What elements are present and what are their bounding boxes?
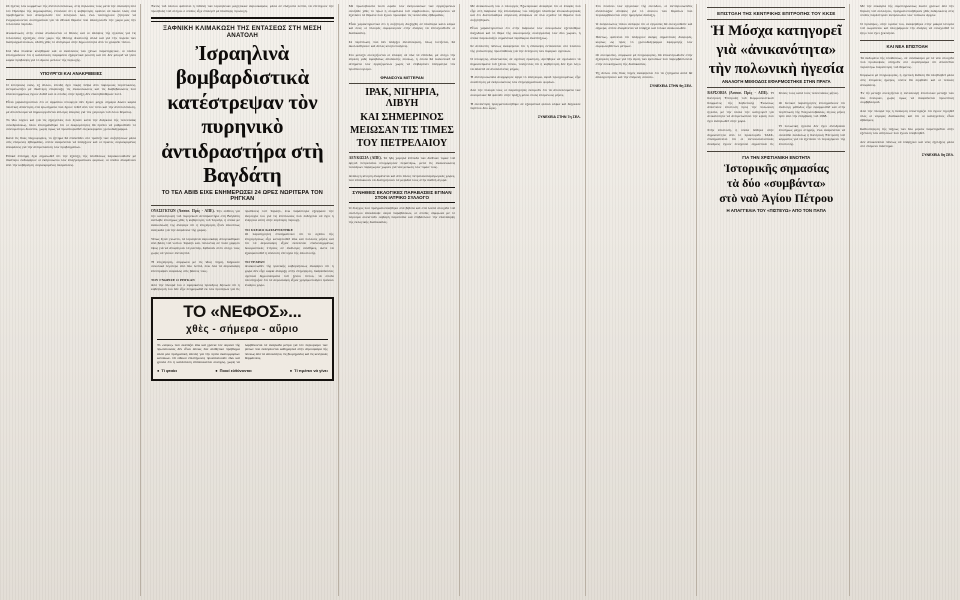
divider [349,83,456,84]
paragraph: Ὁ ὑπουργός, ἀπαντώντας σέ σχετική ἐρώτηση, ἀρνήθηκε νά σχολιάσει τά δημοσιεύματα τοῦ ξένου τύπου, τονίζοντας ὅτι ἡ κυβέρνηση δέν ἔχει λόγο νά ἀπαντᾶ σέ ἀνυπόστατες φῆμες. [470,57,581,71]
dateline: ΟΥΑΣΙΓΚΤΩΝ (Ἀσσοσ. Πρές - ΑΠΕ). [150,209,215,214]
paragraph: Ἀπό τήν πλευρά της ἡ διοίκηση ὑποστηρίζει ὅτι ἔχουν τηρηθεῖ ὅλες οἱ νόμιμες διαδικασίες καί ὅτι οἱ καταγγελίες εἶναι ἀβάσιμες. [860,108,954,123]
section-heading: ΚΑΙ ΝΕΑ ΕΠΙΣΤΟΛΗ [886,43,928,49]
paragraph: Μέ πρωτοβουλία πολύ ὡραίο τῶν ἐκπροσώπων τῶν ἐργαζομένων συνῆλθε χθές τό πρωί ἡ ὁλομέλεια τοῦ συμβουλίου, προκειμένου νά ἐξετάσει τά θέματα πού ἔχουν προκύψει τίς τελευταῖες ἑβδομάδες. [348,4,456,18]
paragraph: Ἐν τῷ μεταξύ συνεχίζεται ἡ ἀνταλλαγή ἐπιστολῶν μεταξύ τῶν δύο πλευρῶν, χωρίς ὅμως νά διαφαίνεται προοπτική συμβιβασμοῦ. [860,91,954,105]
paragraph: Ἀνάλογη κίνηση ἀναμένεται καί ἀπό ἄλλες πετρελαιοπαραγωγικές χῶρες, πού ἐπιδιώκουν νά διατηρήσουν τά μερίδιά τους στήν διεθνή ἀγορά. [348,173,456,183]
headline-line: Ἱστορικῆς σημασίας [723,160,829,175]
lead-subhead: ΤΟ ΤΕΛ ΑΒΙΒ ΕΙΧΕ ΕΝΗΜΕΡΩΣΕΙ 24 ΩΡΕΣ ΝΩΡΙΤΕΡΑ ΤΟΝ ΡΗΓΚΑΝ [161,190,323,203]
headline-line: Ἰσραηλινὰ βομβαρδιστικὰ [175,41,309,89]
column-7 [856,4,954,596]
section-headline-line: ΙΡΑΚ, ΝΙΓΗΡΙΑ, ΛΙΒΥΗ [365,87,439,110]
paragraph: Ὁ ἐκπρόσωπος τύπου ἀνέφερε ὅτι οἱ ἐργασίες θά συνεχισθοῦν καί σήμερα, ὁπότε ἀναμένεται νά ὑπάρξει καί τελικό ἀνακοινωθέν. [595,21,693,31]
section-headline-line: ΜΕΙΩΣΑΝ ΤΙΣ ΤΙΜΕΣ [349,124,454,136]
paragraph: Ἐξ ἄλλου στίς ἴδιες πηγές ἀναφέρεται ὅτι τά ζητήματα αὐτά θά ἀπασχολήσουν καί τήν ἑπόμενη σύνοδο. [595,70,693,80]
ad-bullet: ● Τί φταίει [157,368,177,373]
paragraph: Στά ἴδια πλαίσια κινήθηκαν καί οἱ ἀναλύσεις τῶν ξένων παρατηρητῶν, οἱ ὁποῖοι ἐπισημαίνουν ὅτι ἡ κατάσταση παραμένει ἐξαιρετικά ρευστή καί ὅτι δέν μπορεῖ νά γίνει καμία πρόβλεψη γιά τό ἄμεσο μέλλον τῆς περιοχῆς. [6,48,136,62]
paragraph: Τό ἴδιο ἰσχύει καί γιά τίς ἐξαγγελίες πού ἔγιναν κατά τήν διάρκεια τῆς τελευταίας συνεδριάσεως, ὅπου ἐπισημάνθηκε ὅτι οἱ ἐκκρεμότητες θά πρέπει νά ρυθμισθοῦν τό συντομότερο δυνατόν, χωρίς ὅμως νά προσδιορισθεῖ συγκεκριμένο χρονοδιάγραμμα. [6,118,136,132]
paragraph: Σέ ἀνύποπτη πάντως ἀναφέρεται ὅτι ἡ ἐπίσκεψη ἐντάσσεται στό πλαίσιο τῆς γενικότερης προσπάθειας γιά τήν ἐνίσχυση τῶν διμερῶν σχέσεων. [470,44,581,53]
story-kicker: ΕΠΙΣΤΟΛΗ ΤΗΣ ΚΕΝΤΡΙΚΗΣ ΕΠΙΤΡΟΠΗΣ ΤΟΥ ΚΚΣΕ [717,11,836,16]
paragraph [349,156,456,170]
paragraph: Μέ τήν εὐκαιρία τῆς συμπληρώσεως ἑκατό χρόνων ἀπό τήν ἵδρυση τοῦ συλλόγου, πραγματοποιήθηκαν χθές ἐκδηλώσεις στίς ὁποῖες παρέστησαν ἐκπρόσωποι τῶν τοπικῶν ἀρχῶν. [860,4,954,18]
ad-bullet-list [157,368,328,373]
column-1 [6,4,141,596]
divider [707,87,845,88]
divider [151,17,334,22]
section-headline-line: ΤΟΥ ΠΕΤΡΕΛΑΙΟΥ [356,137,448,149]
paragraph: Ἀπό τήν πλευρά τους οἱ παρατηρητές ἐκτιμοῦν ὅτι τά ἀποτελέσματα τῶν συνομιλιῶν θά φανοῦν στήν πράξη μέσα στούς ἑπόμενους μῆνες. [470,88,581,97]
secondary-headline [707,23,845,77]
continued-note[interactable]: ΣΥΝΕΧΕΙΑ 5η ΣΕΛ. [921,153,954,158]
paragraph: Στό πλαίσιο τῶν ἐργασιῶν τῆς συνόδου, οἱ ἀντιπροσωπεῖες ἀντάλλαξαν ἀπόψεις γιά τό σύνολο τῶν θεμάτων πού περιλαμβάνονται στήν ἡμερήσια διάταξη. [595,4,693,18]
paragraph: Ἡ πολωνική ἡγεσία δέν ἔχει ἀντιδράσει ἐπισήμως μέχρι στιγμῆς, ἐνῶ ἀναμένεται νά συνέλθει ἐκτάκτως ἡ Κεντρική Ἐπιτροπή τοῦ κόμματος γιά νά ἐξετάσει τό περιεχόμενο τῆς ἐπιστολῆς. [778,123,846,146]
column-3 [345,4,461,596]
ad-bullet: ● Ποιοί εὐθύνονται [215,368,251,373]
subsection-heading: ΤΟΥ ΓΝΩΡΙΖΕ Ο ΡΗΓΚΑΝ [150,278,195,283]
lead-headline [151,42,334,187]
headline-line: γιὰ «ἀνικανότητα» [716,41,837,58]
section-heading: ΥΠΟΥΡΓΟΙ ΚΑΙ ΑΝΑΚΡΙΒΕΙΕΣ [39,70,103,76]
paragraph: Ὁ ἑλληνικός λαός, ἐξ ἄλλου, ἐπειδή ἔχει πικρή πεῖρα ἀπό παρόμοιες περιπτώσεις, ἀντιμετωπίζει μέ ἰδιαίτερη ἐπιφύλαξη τίς ἀνακοινώσεις καί τίς διαβεβαιώσεις πού ἐπανειλημμένως ἔχουν δοθεῖ καί οἱ ὁποῖες στήν πράξη δέν ἐπαληθεύθηκαν ποτέ. [6,82,136,96]
paragraph: Ἐκτός τοῦ ὁποίου φαίνεται ἡ πιθανή τῶν ἰσραηλινῶν μαχητικῶν ἀεροσκαφῶν, μέσα σέ ἑλάχιστα λεπτά, νά ἐπιτύχουν τήν προσβολή τοῦ στόχου ὁ ὁποῖος εἶχε ἐπιλεγεῖ μέ ἰδιαίτερη προσοχή. [150,4,334,13]
paragraph: Σέ περίπτωση πού δέν ὑπάρξει ἀνταπόκριση, ὅπως τονίζεται, θά ἀκολουθήσουν καί ἄλλες κινητοποιήσεις. [348,39,456,49]
paragraph: Ὁ ἔλεγχος πού πραγματοποιήθηκε στά βιβλία καί στά λοιπά στοιχεῖα τοῦ συλλόγου ἀπεκάλυψε σειρά παραβάσεων, οἱ ὁποῖες σύμφωνα μέ τό πόρισμα συνιστοῦν σοβαρή παρατυπία καί ἐπιβάλλουν τήν ἐπανάληψη τῆς ἐκλογικῆς διαδικασίας. [348,206,456,224]
headline-line: ἀντιδραστήρα στὴ Βαγδάτη [161,139,324,187]
divider [860,40,954,41]
continued-note[interactable]: ΣΥΝΕΧΕΙΑ ΣΤΗΝ 7η ΣΕΛ. [538,114,581,119]
paragraph: Ἡ ἀντιπροσωπεία ἀναχώρησε ἀργά τό ἀπόγευμα, ἀφοῦ προηγουμένως εἶχε συνάντηση μέ ἐκπροσώπους τῶν ἐπιχειρηματικῶν φορέων. [470,75,581,84]
dateline: ΒΑΡΣΟΒΙΑ (Ἀσσοσ. Πρές - ΑΠΕ). [707,91,769,96]
subsection-heading: ΤΟ ΣΧΕΔΙΟ ΚΑΤΑΡΤΙΣΤΗΚΕ [244,227,293,232]
headline-line: τὴν πολωνικὴ ἡγεσία [708,60,844,77]
article-author: ΦΡΑΝΣΟΥΑ ΜΙΤΤΕΡΑΝ [380,75,424,81]
advertisement-nefos[interactable] [151,297,334,381]
tertiary-subhead: Η ΑΠΑΓΓΕΛΙΑ ΤΟΥ «ΠΙΣΤΕΥΩ» ΑΠΟ ΤΟΝ ΠΑΠΑ [726,207,827,213]
column-2-lead-story [147,4,339,596]
paragraph: Οἱ παρατηρητές ἐπισημαίνουν ὅτι τό σχέδιο τῆς ἐπιχειρήσεως εἶχε καταρτισθεῖ ἐδῶ καί πολλούς μῆνες καί ὅτι τά ἀεροσκάφη εἶχαν ἐκτελέσει ἐπανειλημμένως δοκιμαστικές πτήσεις σέ ἀνάλογες συνθῆκες, ὥστε νά ἐξασφαλισθεῖ ἡ ἀπόλυτη ἐπιτυχία τῆς ἀποστολῆς. [244,232,334,255]
paragraph: Κατά τίς ἴδιες πληροφορίες, τό ζήτημα θά ἐπανέλθει στό τραπέζι τῶν συζητήσεων μέσα στίς ἑπόμενες ἑβδομάδες, ὁπότε ἀναμένεται νά ὑπάρξουν καί οἱ πρῶτες συγκεκριμένες ἀποφάσεις γιά τήν ἀντιμετώπιση τῶν προβλημάτων. [6,135,136,150]
paragraph: Ἀπό τήν πλευρά του ὁ ἀμερικανός πρόεδρος δήλωσε ὅτι ἡ κυβέρνησή του δέν εἶχε ἐνημερωθεῖ ἐκ τῶν προτέρων γιά τίς προθέσεις τοῦ Ἰσραήλ, ἐνῶ παράλληλα ἐξέφρασε τήν ἀνησυχία του γιά τίς ἐπιπτώσεις πού ἐνδέχεται νά ἔχει ἡ ἐνέργεια αὐτή στήν εὐρύτερη περιοχή. [150,209,334,292]
paragraph: Δέν ἀποκλείεται πάντως νά ὑπάρξουν καί νέες ἐξελίξεις μέσα στό ἑπόμενο διάστημα. [860,139,954,149]
paragraph: Εἰδικά ἐπίσημη ἔχει σημειωθεῖ ὅτι τήν ἐξέλιξη τῆς ὑποθέσεως παρακολουθοῦν μέ ἰδιαίτερο ἐνδιαφέρον οἱ ἐκπρόσωποι τῶν ἐπαγγελματικῶν φορέων, οἱ ὁποῖοι ἀναμένουν ἀπό τήν κυβέρνηση συγκεκριμένες δεσμεύσεις. [6,153,136,167]
paragraph: Ἡ ἐπιχείρηση, σύμφωνα μέ τίς ἴδιες πηγές, διήρκεσε συνολικά λιγότερο ἀπό δύο λεπτά, ἐνῶ ὅλα τά ἀεροσκάφη ἐπέστρεψαν ἀσφαλῶς στίς βάσεις τους. [150,259,240,273]
divider [151,205,334,206]
subsection-heading: ΣΥΝΗΘΕΙΣ ΕΚΛΟΓΙΚΕΣ ΠΑΡΑΒΑΣΕΙΣ ΕΓΙΝΑΝ ΣΤΟΝ ΙΑΤΡΙΚΟ ΣΥΛΛΟΓΟ [349,187,456,203]
divider [157,339,328,340]
lead-body [151,209,334,292]
ad-body: Τό «νέφος» πού σκεπάζει ἐδῶ καί χρόνια τόν οὐρανό τῆς πρωτεύουσας δέν εἶναι ἁπλῶς ἕνα αἰσθητικό πρόβλημα ἀλλά μία πραγματική ἀπειλή γιά τήν ὑγεία ἑκατομμυρίων κατοίκων. Οἱ εἰδικοί ἐπιστήμονες προειδοποιοῦν ἐδῶ καί χρόνια ὅτι ἡ κατάσταση ἐπιδεινώνεται συνεχῶς, χωρίς νά λαμβάνονται τά ἀναγκαῖα μέτρα γιά τόν περιορισμό τῶν ρύπων πού ἐκπέμπονται καθημερινά στήν ἀτμόσφαιρα τῆς πόλεως ἀπό τά αὐτοκίνητα, τίς βιομηχανίες καί τίς κεντρικές θερμάνσεις. [156,342,328,365]
paragraph: Ὅπως ἔγινε γνωστό, τά ἰσραηλινά ἀεροσκάφη ἀπογειώθηκαν ἀπό βάση τοῦ νοτίου Ἰσραήλ καί, πετώντας σέ πολύ χαμηλό ὕψος γιά νά ἀποφύγουν τά ραντάρ, ἔφθασαν στόν στόχο τους χωρίς νά γίνουν ἀντιληπτά. [150,236,240,255]
divider [707,19,845,20]
dateline: ΛΕΥΚΩΣΙΑ (ΑΠΕ). [348,156,382,161]
subsection-heading: ΤΟ ΤΕΧΡΑΝ [244,259,265,264]
ad-subtitle: χθὲς - σήμερα - αὔριο [186,323,299,335]
tertiary-headline [707,162,845,206]
paragraph: Σύμφωνα μέ πληροφορίες, ἡ σχετική ἔκθεση θά ὑποβληθεῖ μέσα στίς ἑπόμενες ἡμέρες, ὁπότε θά ληφθοῦν καί οἱ τελικές ἀποφάσεις. [860,73,954,87]
paragraph: Τά δεδομένα τῆς ὑποθέσεως, σέ συνδυασμό μέ τά νέα στοιχεῖα πού προέκυψαν, ὁδηγοῦν στό συμπέρασμα ὅτι ἀπαιτεῖται περαιτέρω διερεύνηση τοῦ θέματος. [860,55,954,69]
story-kicker: ΓΙΑ ΤΗΝ ΧΡΙΣΤΙΑΝΙΚΗ ΕΝΟΤΗΤΑ [742,154,811,160]
secondary-subhead: ΑΝΑΛΟΓΗ ΜΕΘΟΔΟΣ ΕΦΑΡΜΟΣΤΗΚΕ ΣΤΗΝ ΠΡΑΓΑ [721,79,831,85]
paragraph: Στό μεταξύ συνεχίζονται οἱ ἐπαφές σέ ὅλα τά ἐπίπεδα, μέ στόχο τήν εὕρεση μιᾶς ἀμοιβαίως ἀποδεκτῆς λύσεως, ἡ ὁποία θά ἱκανοποιεῖ τά αἰτήματα τῶν ἐργαζομένων χωρίς νά ἐπιβαρύνει ὑπέρμετρα τόν προϋπολογισμό. [348,52,456,71]
paragraph: Στήν ἐπιστολή, ἡ ὁποία δόθηκε στήν δημοσιότητα ἀπό τό πρακτορεῖο ΤΑΣΣ, ἐπισημαίνεται ὅτι οἱ ἀντισοσιαλιστικές δυνάμεις ἔχουν ἐνισχύσει σημαντικά τίς θέσεις τους κατά τούς τελευταίους μῆνες. [707,91,839,146]
headline-line: τὰ δύο «συμβάντα» [726,175,826,190]
paragraph-text: Τά ἤδη χαμηλά ἐπίπεδα τῶν διεθνῶν τιμῶν τοῦ ἀργοῦ πετρελαίου ὑποχώρησαν περαιτέρω, μετά τίς ἀνακοινώσεις τεσσάρων παραγωγῶν χωρῶν γιά νέα μείωση τῶν τιμῶν τους. [348,156,456,170]
ad-bullet: ● Τί πρέπει νά γίνει [290,368,328,373]
paragraph: Ἀνακοινωθέν τῆς ἰρανικῆς κυβερνήσεως ἀναφέρει ὅτι ἡ χώρα δέν εἶχε καμία ἀνάμιξη στήν ἐπιχείρηση, διαψεύδοντας σχετικά δημοσιεύματα τοῦ ξένου τύπου, τά ὁποῖα ὑπεστήριζαν ὅτι τά ἀεροσκάφη εἶχαν χρησιμοποιήσει ἰρανικό ἐναέριο χῶρο. [244,264,334,287]
paragraph: Εἶναι χαρακτηριστικό ὅτι στήν διάρκεια τῶν συνομιλιῶν ἐξετάσθηκε διεξοδικά καί τό θέμα τῆς οἰκονομικῆς συνεργασίας τῶν δύο χωρῶν, ἡ ὁποία παρουσιάζει σημαντικά περιθώρια ἀναπτύξεως. [470,26,581,40]
section-headline-line: ΚΑΙ ΣΗΜΕΡΙΝΟΣ [360,111,444,123]
paragraph: Ἡ Κεντρική Ἐπιτροπή τοῦ Κομμουνιστικοῦ Κόμματος τῆς Σοβιετικῆς Ἑνώσεως ἀπέστειλε ἐπιστολή πρός τήν πολωνική ἡγεσία, μέ τήν ὁποία τήν κατηγορεῖ γιά ἀνικανότητα νά ἀντιμετωπίσει τήν κρίση πού ἔχει ἐκδηλωθεῖ στήν χώρα. [707,91,774,123]
paragraph: Πάντως, φαίνεται ὅτι ὑπάρχουν ἀκόμη σημαντικές διαφορές, κυρίως ὡς πρός τό χρονοδιάγραμμα ἐφαρμογῆς τῶν συμφωνηθέντων μέτρων. [595,34,693,49]
secondary-body [707,91,845,146]
paragraph: Ἡ συνάντηση πραγματοποιήθηκε σέ ἐξαιρετικά φιλικό κλίμα καί διήρκεσε περίπου δύο ὧρες. [470,101,581,111]
paragraph: Ὁ πρόεδρος, στήν ὁμιλία του, ἀναφέρθηκε στήν μακρά ἱστορία τοῦ σωματείου καί ὑπογράμμισε τήν ἀνάγκη νά συνεχισθεῖ τό ἔργο πού ἔχει ξεκινήσει. [860,21,954,35]
paragraph: Οἱ ἡγέτες τῶν κομμάτων τῆς ἀντιπολιτεύσεως, στίς δηλώσεις τους μετά τήν σύσκεψη ὑπό τόν Πρόεδρο τῆς Δημοκρατίας, ἐτόνισαν ὅτι ἡ κυβέρνηση ὀφείλει νά δώσει λύση στά προβλήματα πού ἀπασχολοῦν τόν ἑλληνικό λαό, ἐνῶ ταυτόχρονα ζήτησαν νά ἐνημερώνονται συστηματικά γιά τά ἐθνικά θέματα πού ἀπασχολοῦν τήν χώρα μας τήν τελευταία περίοδο. [6,4,136,27]
paragraph: Οἱ συνομιλίες, σύμφωνα μέ πληροφορίες, θά ἐπικεντρωθοῦν στήν ἐξεύρεση τρόπων γιά τήν ἄρση τῶν ἐμποδίων πού παρεμβάλλονται στήν ὁλοκλήρωση τῆς διαδικασίας. [595,52,693,66]
paragraph: Εἶναι χαρακτηριστικό ὅτι οἱ ἁρμόδιοι ὑπουργοί δέν ἔχουν μέχρι σήμερα δώσει καμία πειστική ἀπάντηση στά ἐρωτήματα πού ἔχουν τεθεῖ ἀπό τόν τύπο καί τήν ἀντιπολίτευση, μέ ἀποτέλεσμα νά δημιουργοῦνται εὔλογες ἀπορίες γιά τόν χειρισμό τοῦ ὅλου θέματος. [6,100,136,114]
headline-line: στὸ ναὸ Ἁγίου Πέτρου [719,191,834,206]
paragraph: Καθυστέρηση τῆς τάξεως τῶν δύο μηνῶν παρατηρεῖται στήν ἐξέταση τῶν αἰτήσεων πού ἔχουν ὑποβληθεῖ. [860,126,954,136]
divider [6,67,136,68]
divider [860,52,954,53]
divider [707,7,845,8]
story-kicker: ΞΑΦΝΙΚΗ ΚΛΙΜΑΚΩΣΗ ΤΗΣ ΕΝΤΑΣΕΩΣ ΣΤΗ ΜΕΣΗ ΑΝΑΤΟΛΗ [163,25,322,40]
column-4 [466,4,585,596]
paragraph: Εἶναι χαρακτηριστικό ὅτι ἡ συζήτηση διεξήχθη σέ ἰδιαίτερα καλό κλίμα καί ὅλες οἱ πλευρές συμφώνησαν στήν ἀνάγκη νά ἐπιταχυνθοῦν οἱ διαδικασίες. [348,21,456,35]
paragraph: Τήν εὐθύνη γιά τήν καταστροφή τοῦ πυρηνικοῦ ἀντιδραστῆρα στή Βαγδάτη ἀνέλαβε ἐπισήμως χθές ἡ κυβέρνηση τοῦ Ἰσραήλ, ἡ ὁποία μέ ἀνακοίνωσή της ἀνέφερε ὅτι ἡ ἐπιχείρηση ἦταν ἀπολύτως ἀναγκαία γιά τήν ἀσφάλεια τῆς χώρας. [150,209,240,232]
divider [349,152,456,153]
paragraph: Οἱ δυτικοί παρατηρητές ἐπισημαίνουν ὅτι ἀνάλογη μέθοδος εἶχε ἐφαρμοσθεῖ καί στήν περίπτωση τῆς Τσεχοσλοβακίας, λίγους μῆνες πρίν ἀπό τήν ἐπέμβαση τοῦ 1968. [778,100,846,119]
divider [6,79,136,80]
headline-line: κατέστρεψαν τὸν πυρηνικὸ [167,90,318,138]
ad-title: ΤΟ «ΝΕΦΟΣ»... [183,301,302,321]
paragraph: Μέ ἀνακοίνωσή του ὁ ὑπουργός Ἐξωτερικῶν ἀναφέρει ὅτι οἱ ἐπαφές πού εἶχε στή διάρκεια τῆς ἐπισκέψεώς του ὑπῆρξαν ἰδιαίτερα ἐποικοδομητικές καί ὅτι διαπιστώθηκε σύγκλιση ἀπόψεων σέ ὅλα σχεδόν τά θέματα πού συζητήθηκαν. [470,4,581,22]
headline-line: Ἡ Μόσχα κατηγορεῖ [710,23,842,39]
paragraph: Ἀνακοίνωση στήν ὁποία ἀναλύονται οἱ θέσεις καί οἱ ἀπόψεις τῆς ἡγεσίας γιά τίς τελευταίες ἐξελίξεις στόν χῶρο τῆς Μέσης Ἀνατολῆς ἀλλά καί γιά τήν πορεία τῶν διαπραγματεύσεων, ἐδόθη χθές τό ἀπόγευμα στήν δημοσιότητα ἀπό τό γραφεῖο τύπου. [6,30,136,45]
divider [707,151,845,152]
column-5 [592,4,698,596]
column-6 [703,4,850,596]
continued-note[interactable]: ΣΥΝΕΧΕΙΑ ΣΤΗΝ 9η ΣΕΛ. [649,83,693,88]
